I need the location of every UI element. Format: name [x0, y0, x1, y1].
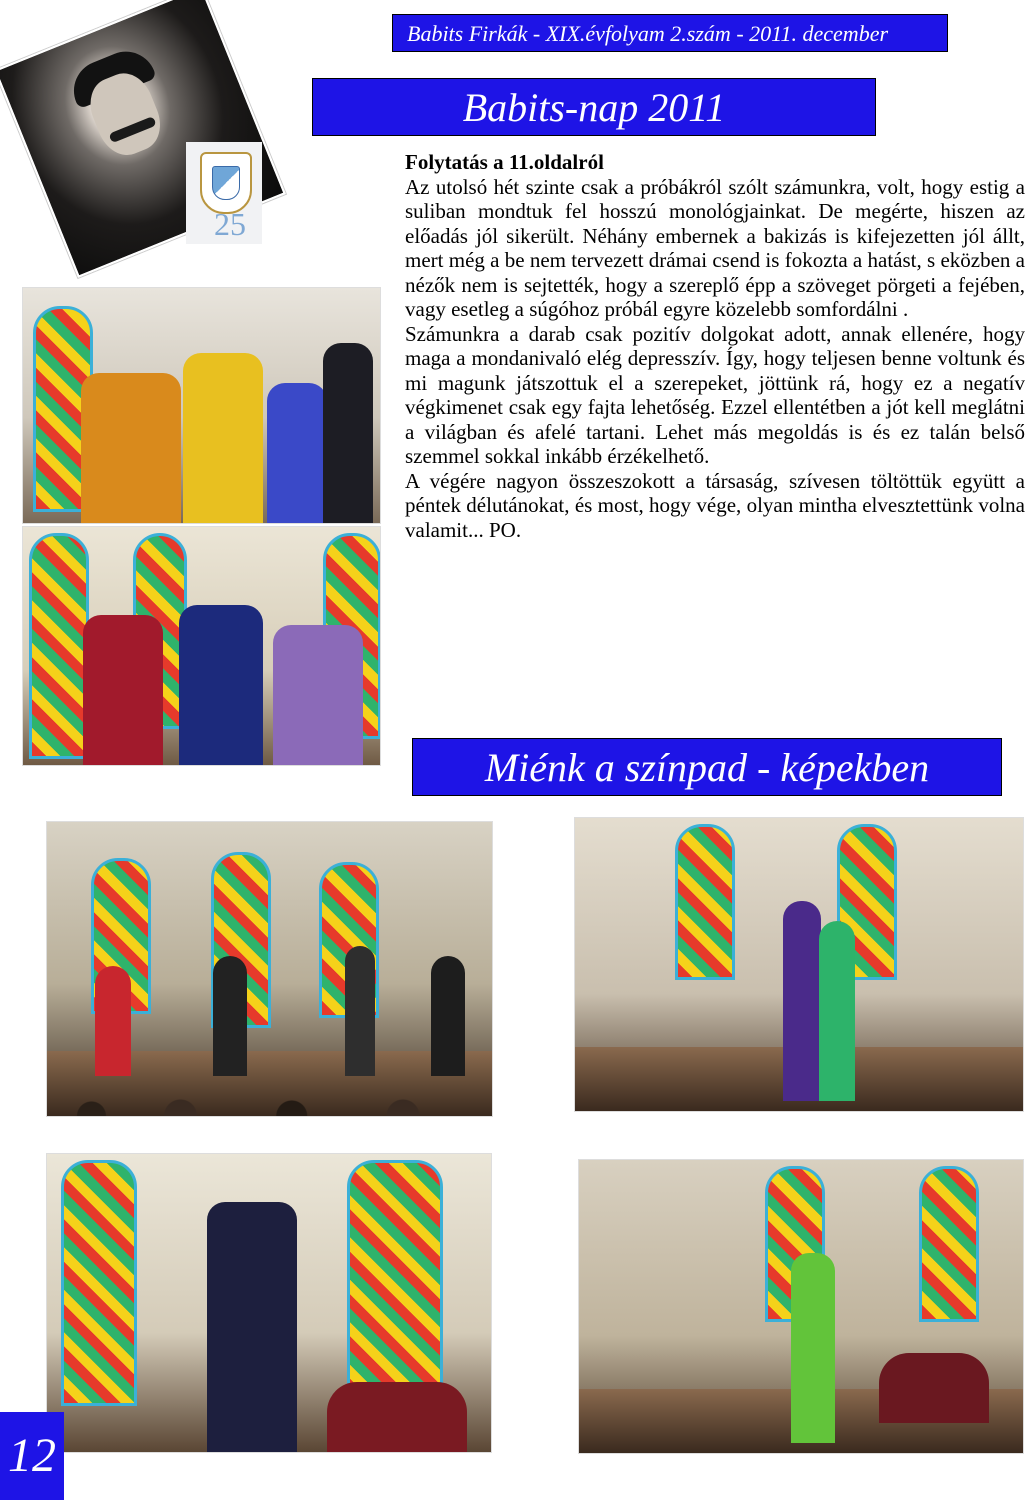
stage-banner	[29, 533, 89, 759]
singer-figure	[207, 1202, 297, 1452]
musician-figure	[213, 956, 247, 1076]
stage-banner	[919, 1166, 979, 1322]
actor-figure	[83, 615, 163, 765]
stage-banner	[347, 1160, 443, 1396]
page-number: 12	[0, 1412, 64, 1500]
actor-figure	[273, 625, 363, 765]
drum-kit	[327, 1382, 467, 1452]
article-paragraph-1: Az utolsó hét szinte csak a próbákról szólt számunkra, volt, hogy estig a suliban mondtuk fel hosszú monológjainkat. De megérte, hiszen az előadás jól sikerült. Néhány embernek a bakizás is kifejezetten jól állt, mert még a be nem tervezett drámai csend is fokozta a hatást, s eközben a nézők nem is sejtették, hogy a szereplő épp a szöveget pörgeti a fejében, vagy esetleg a súgóhoz próbál egyre közelebb somfordálni .	[405, 174, 1025, 321]
musician-figure	[431, 956, 465, 1076]
anniversary-number: 25	[214, 206, 246, 242]
drum-kit	[879, 1353, 989, 1423]
article-paragraph-3: A végére nagyon összeszokott a társaság, szívesen töltöttük együtt a péntek délutánokat, és most, hogy vége, olyan mintha elvesztettünk volna valamit... PO.	[405, 468, 1025, 542]
theatre-photo-2	[22, 526, 381, 766]
musician-figure	[783, 901, 821, 1101]
actor-figure	[267, 383, 327, 523]
theatre-photo-1	[22, 287, 381, 524]
musician-figure	[95, 966, 131, 1076]
actor-figure	[323, 343, 373, 523]
section-title: Miénk a színpad - képekben	[412, 738, 1002, 796]
article-lead: Folytatás a 11.oldalról	[405, 150, 604, 174]
actor-figure	[179, 605, 263, 765]
concert-photo-3	[46, 1153, 492, 1453]
school-crest-icon	[200, 152, 252, 214]
crest-shield-icon	[212, 166, 240, 200]
stage-banner	[61, 1160, 137, 1406]
running-head: Babits Firkák - XIX.évfolyam 2.szám - 2011. december	[392, 14, 948, 52]
actor-figure	[183, 353, 263, 523]
concert-photo-1	[46, 821, 493, 1117]
musician-figure	[345, 946, 375, 1076]
concert-photo-4	[578, 1159, 1024, 1454]
audience	[47, 1087, 492, 1116]
article-paragraph-2: Számunkra a darab csak pozitív dolgokat adott, annak ellenére, hogy maga a mondanivaló elég depresszív. Így, hogy teljesen benne voltunk és mi magunk játszottuk el a szerepeket, jöttünk rá, hogy ez a negatív végkimenet csak egy fajta lehetőség. Ezzel ellentétben a jót kell meglátni a világban és afelé tartani. Lehet más megoldás is és ez talán belső szemmel sokkal inkább érzékelhető.	[405, 321, 1025, 468]
musician-figure	[819, 921, 855, 1101]
guitarist-figure	[791, 1253, 835, 1443]
stage-banner	[675, 824, 735, 980]
article-title: Babits-nap 2011	[312, 78, 876, 136]
article-body	[405, 150, 1025, 542]
concert-photo-2	[574, 817, 1024, 1112]
actor-figure	[81, 373, 181, 523]
